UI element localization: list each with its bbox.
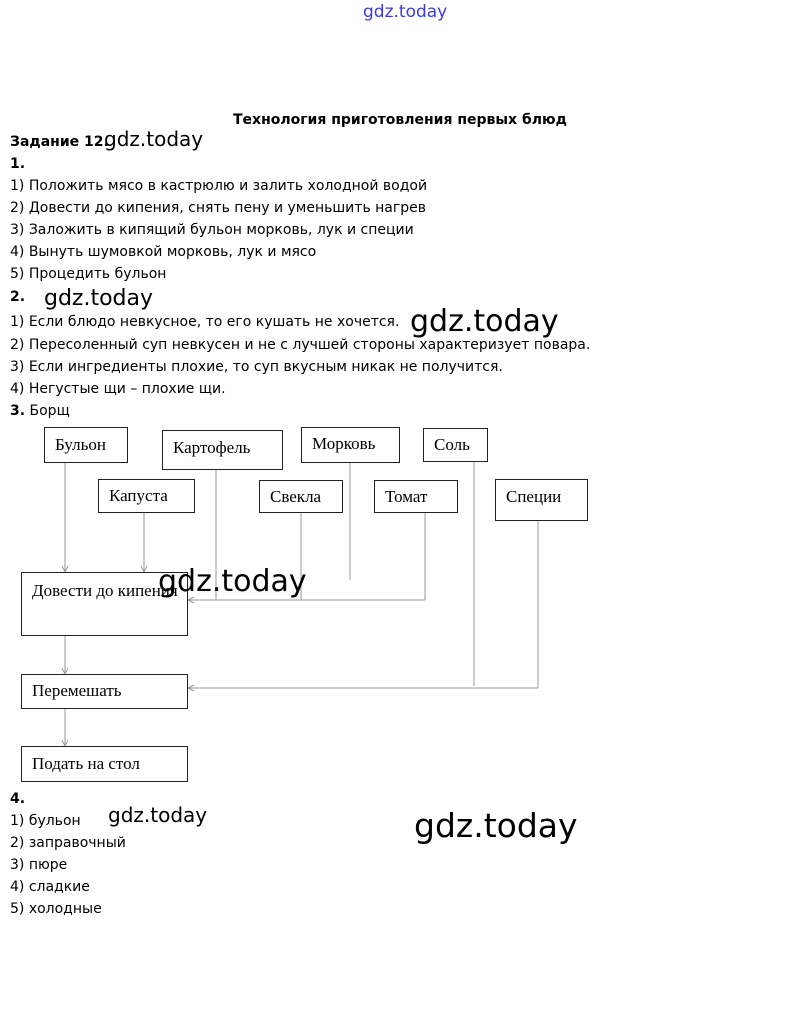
ingredient-box: Капуста: [98, 479, 195, 513]
page-title: Технология приготовления первых блюд: [233, 112, 567, 128]
ingredient-box: Соль: [423, 428, 488, 462]
section1-item: 2) Довести до кипения, снять пену и уменьшить нагрев: [10, 200, 426, 216]
ingredient-box: Морковь: [301, 427, 400, 463]
section4-number: 4.: [10, 791, 26, 807]
watermark: gdz.today: [104, 127, 204, 151]
task-label: Задание 12.: [10, 134, 109, 150]
section4-item: 4) сладкие: [10, 879, 90, 895]
watermark: gdz.today: [44, 286, 154, 311]
section4-item: 5) холодные: [10, 901, 102, 917]
section1-number: 1.: [10, 156, 26, 172]
watermark: gdz.today: [108, 803, 208, 827]
section1-item: 3) Заложить в кипящий бульон морковь, лук и специи: [10, 222, 414, 238]
section3-number: 3.: [10, 403, 26, 419]
section4-item: 1) бульон: [10, 813, 81, 829]
step-box: Перемешать: [21, 674, 188, 709]
ingredient-box: Специи: [495, 479, 588, 521]
section2-item: 3) Если ингредиенты плохие, то суп вкусным никак не получится.: [10, 359, 503, 375]
ingredient-box: Картофель: [162, 430, 283, 470]
section1-item: 1) Положить мясо в кастрюлю и залить холодной водой: [10, 178, 428, 194]
section3-label: Борщ: [29, 403, 70, 419]
watermark: gdz.today: [414, 806, 578, 845]
watermark-top: gdz.today: [363, 2, 448, 22]
ingredient-box: Томат: [374, 480, 458, 513]
step-box: Довести до кипения: [21, 572, 188, 636]
section1-item: 5) Процедить бульон: [10, 266, 167, 282]
section2-item: 4) Негустые щи – плохие щи.: [10, 381, 226, 397]
watermark: gdz.today: [158, 564, 307, 599]
section2-number: 2.: [10, 289, 26, 305]
section2-item: 1) Если блюдо невкусное, то его кушать не хочется.: [10, 314, 400, 330]
section4-item: 2) заправочный: [10, 835, 126, 851]
watermark: gdz.today: [410, 304, 559, 339]
ingredient-box: Свекла: [259, 480, 343, 513]
ingredient-box: Бульон: [44, 427, 128, 463]
section2-item: 2) Пересоленный суп невкусен и не с лучшей стороны характеризует повара.: [10, 337, 591, 353]
section1-item: 4) Вынуть шумовкой морковь, лук и мясо: [10, 244, 317, 260]
section4-item: 3) пюре: [10, 857, 68, 873]
step-box: Подать на стол: [21, 746, 188, 782]
